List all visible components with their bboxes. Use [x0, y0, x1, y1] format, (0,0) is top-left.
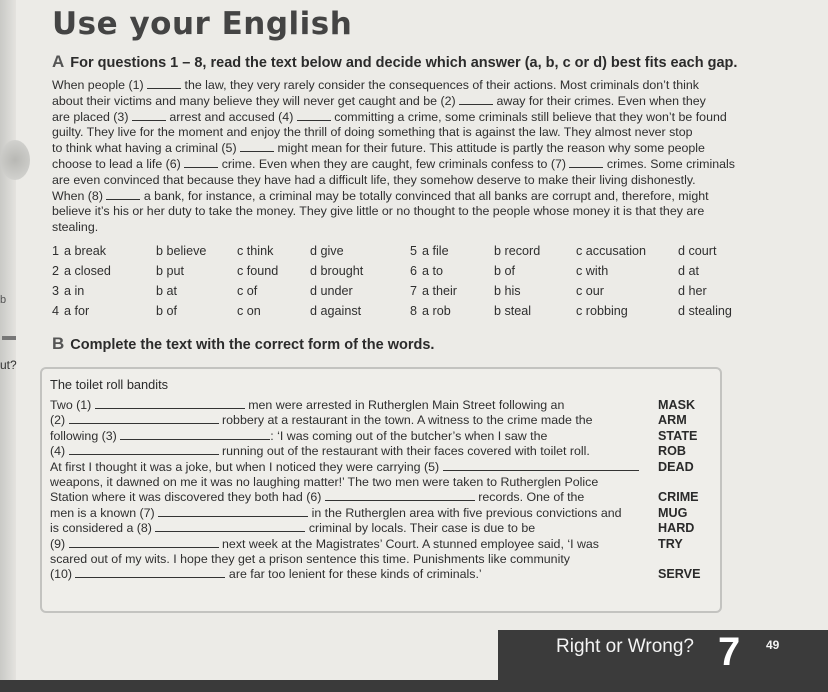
answer-option[interactable]: b at: [156, 284, 178, 298]
passage-b-text: records. One of the: [474, 490, 585, 505]
stem-word: [658, 552, 718, 567]
section-a-options: [52, 244, 772, 324]
section-a-heading: [52, 52, 737, 72]
facing-page-fragment-mark: b: [0, 294, 7, 306]
section-a-letter: A: [52, 52, 65, 71]
stem-word: TRY: [658, 536, 683, 551]
scan-bottom-edge: [0, 680, 828, 692]
question-number: 7: [410, 284, 418, 298]
answer-option[interactable]: b record: [494, 244, 541, 258]
passage-a-line: [52, 204, 757, 220]
passage-a-text: committing a crime, some criminals still believe that they won’t be found: [330, 109, 727, 124]
passage-b-text: (2): [50, 413, 69, 428]
answer-option[interactable]: d against: [310, 304, 362, 318]
passage-b-line: [50, 413, 650, 428]
passage-a-text: are placed (3): [52, 109, 132, 124]
answer-option[interactable]: c with: [576, 264, 609, 278]
facing-page-fragment-text: ut?: [0, 358, 17, 372]
stem-word: STATE: [658, 428, 698, 443]
passage-b-text: men were arrested in Rutherglen Main Street following an: [244, 398, 565, 412]
answer-option[interactable]: c found: [237, 264, 279, 278]
passage-b-text: scared out of my wits. I hope they get a prison sentence this time. Punishments like community: [50, 552, 570, 567]
passage-a-line: [52, 189, 757, 205]
answer-gap[interactable]: [325, 490, 475, 501]
passage-a-line: [52, 141, 757, 157]
answer-option[interactable]: b steal: [494, 304, 532, 318]
facing-page-fragment-bar: [2, 336, 16, 340]
passage-a-text: a bank, for instance, a criminal may be totally convinced that all banks are corrupt and, therefore, might: [140, 188, 709, 203]
answer-option[interactable]: a their: [422, 284, 458, 298]
passage-a-line: [52, 220, 757, 236]
passage-b-line: [50, 567, 650, 582]
answer-option[interactable]: a to: [422, 264, 444, 278]
option-row: [52, 264, 772, 284]
answer-gap[interactable]: [443, 460, 639, 471]
binding-shadow: [0, 0, 16, 692]
answer-gap[interactable]: [158, 506, 308, 517]
page-smudge: [0, 140, 30, 180]
answer-option[interactable]: b put: [156, 264, 185, 278]
passage-b-text: : ‘I was coming out of the butcher’s when I saw the: [270, 428, 548, 443]
passage-a-text: When (8): [52, 188, 107, 203]
passage-a-text: crime. Even when they are caught, few criminals confess to (7): [218, 156, 570, 171]
word-list: [658, 398, 718, 583]
passage-b-line: [50, 460, 650, 475]
section-a-instruction: For questions 1 – 8, read the text below and decide which answer (a, b, c or d) best fits each gap.: [70, 55, 738, 71]
answer-option[interactable]: d court: [678, 244, 717, 258]
passage-b-text: men is a known (7): [50, 505, 159, 520]
option-row: [52, 244, 772, 264]
question-number: 8: [410, 304, 418, 318]
passage-a-text: When people (1): [52, 78, 148, 92]
answer-option[interactable]: c think: [237, 244, 274, 258]
stem-word: DEAD: [658, 459, 694, 474]
answer-option[interactable]: c our: [576, 284, 604, 298]
stem-word: HARD: [658, 521, 695, 536]
answer-gap[interactable]: [95, 398, 245, 409]
passage-a-text: away for their crimes. Even when they: [493, 93, 706, 108]
answer-option[interactable]: b of: [156, 304, 178, 318]
stem-word: ARM: [658, 413, 687, 428]
stem-word: [658, 475, 718, 490]
answer-option[interactable]: b believe: [156, 244, 207, 258]
passage-b-text: (4): [50, 444, 69, 459]
passage-b-text: following (3): [50, 428, 121, 443]
page-number: 49: [766, 638, 780, 652]
passage-a-text: stealing.: [52, 220, 99, 235]
question-number: 6: [410, 264, 418, 278]
answer-gap[interactable]: [120, 429, 270, 440]
answer-option[interactable]: c on: [237, 304, 261, 318]
answer-gap[interactable]: [147, 78, 181, 89]
section-b-heading: [52, 334, 434, 354]
passage-a-line: [52, 173, 757, 189]
question-number: 5: [410, 244, 418, 258]
answer-gap[interactable]: [69, 537, 219, 548]
passage-b-line: [50, 490, 650, 505]
answer-gap[interactable]: [459, 94, 493, 105]
stem-word: SERVE: [658, 567, 701, 582]
passage-b-text: weapons, it dawned on me it was no laughing matter!’ The two men were taken to Rutherglen Police: [50, 475, 599, 490]
answer-option[interactable]: a closed: [64, 264, 111, 278]
page-title: Use your English: [52, 6, 353, 42]
passage-a-line: [52, 94, 757, 110]
passage-a-text: crimes. Some criminals: [603, 156, 735, 171]
answer-option[interactable]: d stealing: [678, 304, 732, 318]
answer-option[interactable]: b of: [494, 264, 516, 278]
passage-a-line: [52, 125, 757, 141]
answer-option[interactable]: d her: [678, 284, 707, 298]
option-row: [52, 304, 772, 324]
answer-gap[interactable]: [75, 567, 225, 578]
answer-option[interactable]: d brought: [310, 264, 364, 278]
answer-gap[interactable]: [240, 141, 274, 152]
stem-word: MUG: [658, 505, 688, 520]
question-number: 3: [52, 284, 60, 298]
answer-gap[interactable]: [69, 413, 219, 424]
passage-a-text: the law, they very rarely consider the consequences of their actions. Most criminals don’t think: [181, 78, 699, 92]
passage-a-text: believe it’s his or her duty to take the money. They give little or no thought to the people whose money it is that they are: [52, 204, 705, 219]
question-number: 4: [52, 304, 60, 318]
passage-b-text: are far too lenient for these kinds of criminals.’: [225, 567, 482, 582]
answer-option[interactable]: c accusation: [576, 244, 647, 258]
answer-option[interactable]: a in: [64, 284, 85, 298]
passage-a-text: to think what having a criminal (5): [52, 141, 241, 156]
answer-gap[interactable]: [569, 157, 603, 168]
passage-b-text: in the Rutherglen area with five previous convictions and: [308, 505, 622, 520]
passage-a-text: choose to lead a life (6): [52, 156, 185, 171]
answer-gap[interactable]: [132, 110, 166, 121]
passage-a-text: guilty. They live for the moment and enjoy the thrill of doing something that is against the law. They almost never stop: [52, 125, 693, 140]
answer-option[interactable]: d at: [678, 264, 700, 278]
passage-a-line: [52, 110, 757, 126]
answer-gap[interactable]: [106, 189, 140, 200]
unit-number: 7: [718, 630, 741, 674]
answer-option[interactable]: b his: [494, 284, 521, 298]
passage-b-line: [50, 398, 650, 413]
answer-option[interactable]: c robbing: [576, 304, 628, 318]
section-a-passage: [52, 78, 757, 236]
question-number: 2: [52, 264, 60, 278]
passage-b-line: [50, 521, 650, 536]
passage-b-text: Two (1): [50, 398, 95, 412]
passage-b-text: is considered a (8): [50, 521, 156, 536]
unit-title: Right or Wrong?: [556, 636, 694, 657]
passage-b-line: [50, 429, 650, 444]
passage-b-line: [50, 444, 650, 459]
passage-b-line: [50, 475, 650, 490]
passage-b-text: running out of the restaurant with their faces covered with toilet roll.: [218, 444, 590, 459]
passage-b-text: robbery at a restaurant in the town. A witness to the crime made the: [218, 413, 593, 428]
option-row: [52, 284, 772, 304]
section-b-instruction: Complete the text with the correct form of the words.: [70, 337, 435, 353]
answer-gap[interactable]: [184, 157, 218, 168]
passage-a-line: [52, 78, 757, 94]
answer-option[interactable]: a break: [64, 244, 107, 258]
answer-option[interactable]: d under: [310, 284, 353, 298]
stem-word: ROB: [658, 444, 686, 459]
passage-a-text: are even convinced that because they have had a difficult life, they somehow deserve to make their living dishonestly.: [52, 172, 696, 187]
answer-option[interactable]: a file: [422, 244, 449, 258]
passage-a-line: [52, 157, 757, 173]
passage-a-text: arrest and accused (4): [165, 109, 297, 124]
passage-a-text: might mean for their future. This attitude is partly the reason why some people: [274, 141, 705, 156]
passage-b-text: At first I thought it was a joke, but when I noticed they were carrying (5): [50, 459, 443, 474]
section-b-passage: [50, 398, 650, 583]
answer-gap[interactable]: [297, 110, 331, 121]
passage-a-text: about their victims and many believe they will never get caught and be (2): [52, 93, 460, 108]
answer-option[interactable]: a for: [64, 304, 90, 318]
answer-option[interactable]: d give: [310, 244, 344, 258]
passage-b-line: [50, 506, 650, 521]
passage-b-text: next week at the Magistrates’ Court. A stunned employee said, ‘I was: [218, 536, 599, 551]
passage-b-text: (10): [50, 567, 76, 582]
section-b-box-title: The toilet roll bandits: [50, 377, 169, 392]
answer-gap[interactable]: [69, 444, 219, 455]
passage-b-text: Station where it was discovered they both had (6): [50, 490, 325, 505]
question-number: 1: [52, 244, 60, 258]
stem-word: MASK: [658, 398, 696, 412]
answer-option[interactable]: c of: [237, 284, 258, 298]
answer-option[interactable]: a rob: [422, 304, 451, 318]
stem-word: CRIME: [658, 490, 699, 505]
section-b-letter: B: [52, 334, 65, 353]
passage-b-text: (9): [50, 536, 69, 551]
passage-b-line: [50, 537, 650, 552]
answer-gap[interactable]: [155, 521, 305, 532]
passage-b-line: [50, 552, 650, 567]
passage-b-text: criminal by locals. Their case is due to be: [305, 521, 536, 536]
